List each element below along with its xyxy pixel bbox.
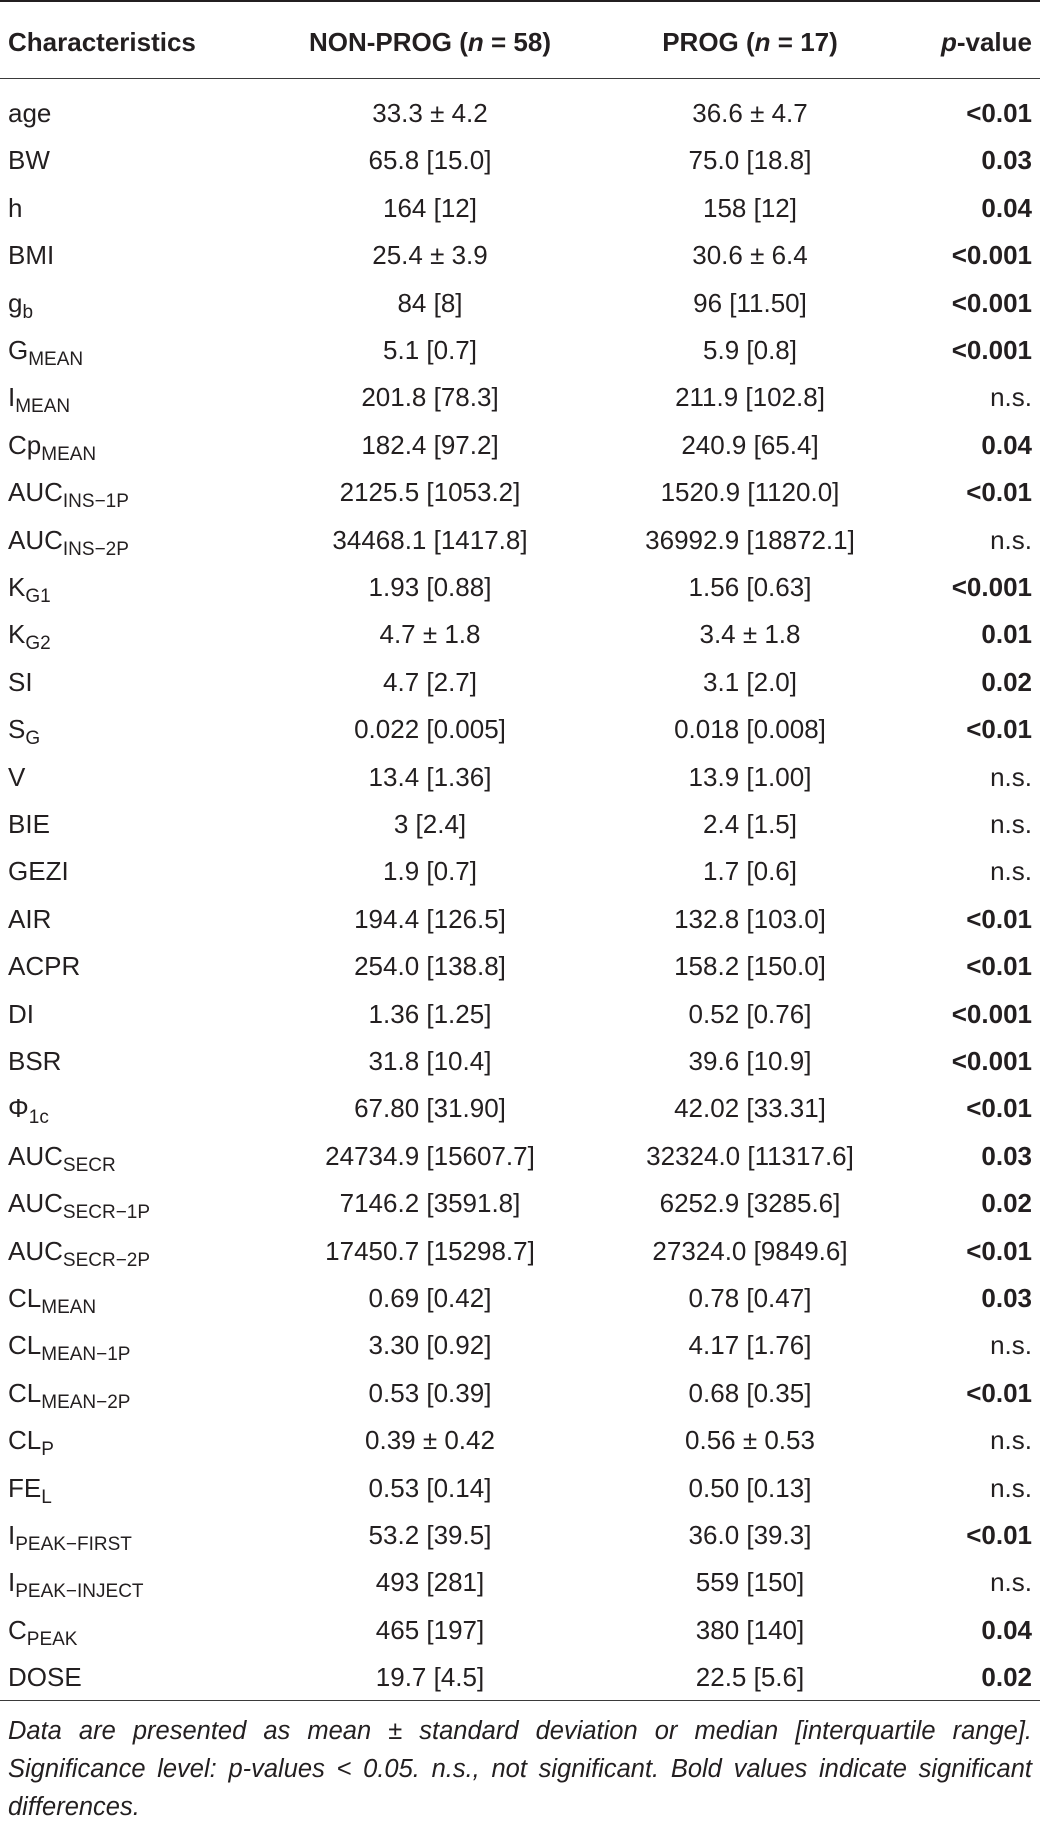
row-prog-value: 2.4 [1.5] (703, 809, 797, 839)
row-characteristic: $K_{G2}$ (8, 619, 51, 655)
row-prog-value: 36992.9 [18872.1] (645, 524, 855, 555)
row-characteristic: $AUC_{INS-2P}$ (8, 524, 129, 560)
table-row (0, 1228, 1040, 1275)
row-characteristic: h (8, 192, 23, 223)
row-nonprog-value: 465 [197] (375, 1614, 485, 1645)
row-nonprog-value: 1.9 [0.7] (383, 856, 477, 887)
table-row (0, 1465, 1040, 1512)
row-p-value: 0.04 (981, 429, 1032, 460)
table-row (0, 1322, 1040, 1369)
table-row (0, 327, 1040, 374)
row-characteristic: $\Phi_{1c}$ (8, 1093, 49, 1129)
row-p-value: 0.03 (981, 145, 1032, 176)
row-prog-value: 0.52 [0.76] (688, 998, 812, 1029)
row-nonprog-value: 493 [281] (375, 1567, 485, 1598)
row-nonprog-value: 1.36 [1.25] (368, 998, 492, 1029)
row-p-value: 0.03 (981, 1283, 1032, 1313)
table-row (0, 1417, 1040, 1464)
row-nonprog-value: 67.80 [31.90] (354, 1093, 506, 1124)
row-nonprog-value: 0.53 [0.14] (368, 1472, 492, 1503)
row-characteristic: $AUC_{SECR}$ (8, 1140, 116, 1176)
table-row (0, 422, 1040, 469)
row-characteristic: $Cp_{MEAN}$ (8, 429, 97, 465)
row-nonprog-value: 13.4 [1.36] (368, 761, 492, 792)
row-nonprog-value: 2125.5 [1053.2] (339, 477, 521, 508)
row-p-value: n.s. (990, 382, 1032, 413)
row-characteristic: $CL_{MEAN-1P}$ (8, 1330, 131, 1366)
row-p-value: 0.04 (981, 1614, 1032, 1645)
row-prog-value: 211.9 [102.8] (675, 382, 825, 413)
row-characteristic: $S_G$ (8, 714, 41, 750)
row-p-value: <0.001 (951, 240, 1032, 271)
row-nonprog-value: 34468.1 [1417.8] (332, 524, 528, 555)
row-prog-value: 0.68 [0.35] (688, 1377, 812, 1408)
row-p-value: 0.04 (981, 192, 1032, 223)
table-row (0, 611, 1040, 658)
row-p-value: 0.03 (981, 1140, 1032, 1171)
table-row (0, 896, 1040, 943)
row-prog-value: 36.6 ± 4.7 (692, 98, 808, 128)
table-row (0, 706, 1040, 753)
row-p-value: <0.01 (966, 951, 1032, 982)
row-nonprog-value: 84 [8] (397, 287, 463, 318)
row-characteristic: age (8, 98, 52, 128)
header-nonprog: NON-PROG (n = 58) (309, 27, 551, 57)
row-p-value: <0.01 (966, 714, 1032, 745)
row-p-value: n.s. (990, 524, 1032, 555)
row-nonprog-value: 0.39 ± 0.42 (365, 1425, 495, 1456)
table-row (0, 564, 1040, 611)
row-characteristic: $I_{PEAK-FIRST}$ (8, 1520, 132, 1555)
table-footnote: Data are presented as mean ± standard deviation or median [interquartile range]. Significance level: p-values < 0.05. n.s., not significant. Bold values indicate significant differences. (8, 1717, 1032, 1821)
table-row (0, 1275, 1040, 1322)
row-characteristic: ACPR (8, 951, 81, 982)
table-row (0, 1559, 1040, 1606)
row-p-value: <0.01 (966, 903, 1032, 934)
row-characteristic: BSR (8, 1046, 62, 1076)
table-row (0, 1512, 1040, 1559)
row-nonprog-value: 7146.2 [3591.8] (339, 1188, 521, 1219)
table-row (0, 1038, 1040, 1085)
row-nonprog-value: 33.3 ± 4.2 (372, 98, 488, 128)
table-row (0, 1654, 1040, 1701)
row-nonprog-value: 24734.9 [15607.7] (325, 1140, 535, 1171)
row-nonprog-value: 53.2 [39.5] (368, 1520, 492, 1550)
table-row (0, 1370, 1040, 1417)
row-p-value: 0.02 (981, 1188, 1032, 1219)
row-p-value: <0.01 (966, 98, 1032, 128)
row-nonprog-value: 254.0 [138.8] (354, 951, 506, 982)
row-prog-value: 240.9 [65.4] (681, 429, 819, 460)
row-characteristic: BMI (8, 240, 55, 271)
row-characteristic: V (8, 761, 26, 792)
table-row (0, 659, 1040, 706)
row-characteristic: BIE (8, 809, 50, 839)
row-characteristic: GEZI (8, 856, 69, 887)
row-nonprog-value: 201.8 [78.3] (361, 382, 499, 413)
row-nonprog-value: 182.4 [97.2] (361, 429, 499, 460)
row-prog-value: 0.018 [0.008] (674, 714, 826, 745)
row-nonprog-value: 194.4 [126.5] (354, 903, 506, 934)
row-nonprog-value: 164 [12] (383, 192, 477, 223)
row-p-value: <0.01 (966, 477, 1032, 508)
table-row (0, 943, 1040, 990)
table-row (0, 754, 1040, 801)
row-prog-value: 75.0 [18.8] (688, 145, 812, 176)
row-p-value: <0.01 (966, 1520, 1032, 1550)
row-prog-value: 3.4 ± 1.8 (699, 619, 801, 650)
row-characteristic: $CL_P$ (8, 1425, 54, 1461)
row-nonprog-value: 25.4 ± 3.9 (372, 240, 488, 271)
row-p-value: <0.001 (951, 1046, 1032, 1076)
table-row (0, 90, 1040, 137)
row-prog-value: 39.6 [10.9] (688, 1046, 812, 1076)
row-prog-value: 42.02 [33.31] (674, 1093, 826, 1124)
row-characteristic: $FE_L$ (8, 1472, 52, 1508)
row-p-value: <0.001 (951, 572, 1032, 602)
row-p-value: n.s. (990, 809, 1032, 839)
table-row (0, 374, 1040, 421)
row-prog-value: 13.9 [1.00] (688, 761, 812, 792)
table-row (0, 185, 1040, 232)
row-characteristic: AIR (8, 903, 52, 934)
table-row (0, 137, 1040, 184)
row-prog-value: 36.0 [39.3] (688, 1520, 812, 1550)
row-prog-value: 0.56 ± 0.53 (685, 1425, 815, 1456)
table-row (0, 280, 1040, 327)
row-prog-value: 132.8 [103.0] (674, 903, 826, 934)
table-row (0, 1085, 1040, 1132)
row-characteristic: DI (8, 998, 34, 1029)
table-row (0, 1180, 1040, 1227)
row-prog-value: 5.9 [0.8] (703, 335, 797, 365)
row-characteristic: $g_b$ (8, 287, 34, 323)
table-row (0, 848, 1040, 895)
row-nonprog-value: 17450.7 [15298.7] (325, 1235, 535, 1266)
row-characteristic: $AUC_{SECR-2P}$ (8, 1235, 151, 1271)
table-row (0, 517, 1040, 564)
row-prog-value: 30.6 ± 6.4 (692, 240, 808, 271)
row-prog-value: 0.50 [0.13] (688, 1472, 812, 1503)
row-characteristic: $I_{MEAN}$ (8, 382, 71, 418)
row-characteristic: $CL_{MEAN-2P}$ (8, 1377, 131, 1413)
row-prog-value: 158 [12] (703, 192, 797, 223)
table-header (0, 2, 1040, 82)
row-prog-value: 4.17 [1.76] (688, 1330, 812, 1361)
row-prog-value: 22.5 [5.6] (695, 1662, 805, 1693)
row-p-value: <0.01 (966, 1093, 1032, 1124)
row-prog-value: 1.7 [0.6] (703, 856, 797, 887)
row-p-value: n.s. (990, 1330, 1032, 1361)
row-p-value: n.s. (990, 856, 1032, 887)
row-prog-value: 27324.0 [9849.6] (652, 1235, 848, 1266)
header-pvalue: p-value (940, 27, 1032, 57)
row-prog-value: 1520.9 [1120.0] (660, 477, 840, 508)
table-row (0, 232, 1040, 279)
row-nonprog-value: 1.93 [0.88] (368, 572, 492, 602)
row-nonprog-value: 0.022 [0.005] (354, 714, 506, 745)
row-p-value: n.s. (990, 761, 1032, 792)
row-prog-value: 3.1 [2.0] (703, 666, 797, 697)
header-prog: PROG (n = 17) (662, 27, 838, 57)
bottom-rule (0, 1700, 1040, 1701)
row-prog-value: 0.78 [0.47] (688, 1283, 812, 1313)
row-p-value: 0.02 (981, 666, 1032, 697)
row-characteristic: $G_{MEAN}$ (8, 335, 84, 370)
row-p-value: <0.001 (951, 287, 1032, 318)
table-row (0, 1607, 1040, 1654)
row-nonprog-value: 4.7 ± 1.8 (379, 619, 481, 650)
row-nonprog-value: 3 [2.4] (393, 809, 467, 839)
row-nonprog-value: 19.7 [4.5] (375, 1662, 485, 1693)
row-characteristic: $AUC_{SECR-1P}$ (8, 1188, 151, 1224)
row-p-value: 0.01 (981, 619, 1032, 650)
table-row (0, 991, 1040, 1038)
row-p-value: 0.02 (981, 1662, 1032, 1693)
row-p-value: <0.01 (966, 1377, 1032, 1408)
row-characteristic: $CL_{MEAN}$ (8, 1283, 97, 1318)
row-nonprog-value: 31.8 [10.4] (368, 1046, 492, 1076)
row-nonprog-value: 65.8 [15.0] (368, 145, 492, 176)
row-nonprog-value: 5.1 [0.7] (383, 335, 477, 365)
row-prog-value: 559 [150] (695, 1567, 805, 1598)
table-row (0, 1133, 1040, 1180)
header-rule (0, 78, 1040, 79)
header-characteristics: Characteristics (8, 27, 196, 57)
row-characteristic: $C_{PEAK}$ (8, 1614, 78, 1650)
row-prog-value: 1.56 [0.63] (688, 572, 812, 602)
row-prog-value: 158.2 [150.0] (674, 951, 826, 982)
row-prog-value: 380 [140] (695, 1614, 805, 1645)
row-characteristic: BW (8, 145, 50, 176)
row-prog-value: 96 [11.50] (693, 287, 807, 318)
row-prog-value: 32324.0 [11317.6] (646, 1140, 854, 1171)
row-nonprog-value: 0.53 [0.39] (368, 1377, 492, 1408)
row-prog-value: 6252.9 [3285.6] (659, 1188, 841, 1219)
row-characteristic: $K_{G1}$ (8, 572, 51, 607)
row-p-value: n.s. (990, 1425, 1032, 1456)
row-characteristic: $AUC_{INS-1P}$ (8, 477, 129, 513)
row-p-value: <0.001 (951, 335, 1032, 365)
row-p-value: <0.01 (966, 1235, 1032, 1266)
row-nonprog-value: 4.7 [2.7] (383, 666, 477, 697)
row-characteristic: DOSE (8, 1662, 82, 1693)
table-row (0, 469, 1040, 516)
row-p-value: n.s. (990, 1567, 1032, 1598)
row-characteristic: SI (8, 666, 33, 697)
row-p-value: n.s. (990, 1472, 1032, 1503)
row-p-value: <0.001 (951, 998, 1032, 1029)
table-row (0, 801, 1040, 848)
row-characteristic: $I_{PEAK-INJECT}$ (8, 1567, 144, 1603)
row-nonprog-value: 0.69 [0.42] (368, 1283, 492, 1313)
row-nonprog-value: 3.30 [0.92] (368, 1330, 492, 1361)
